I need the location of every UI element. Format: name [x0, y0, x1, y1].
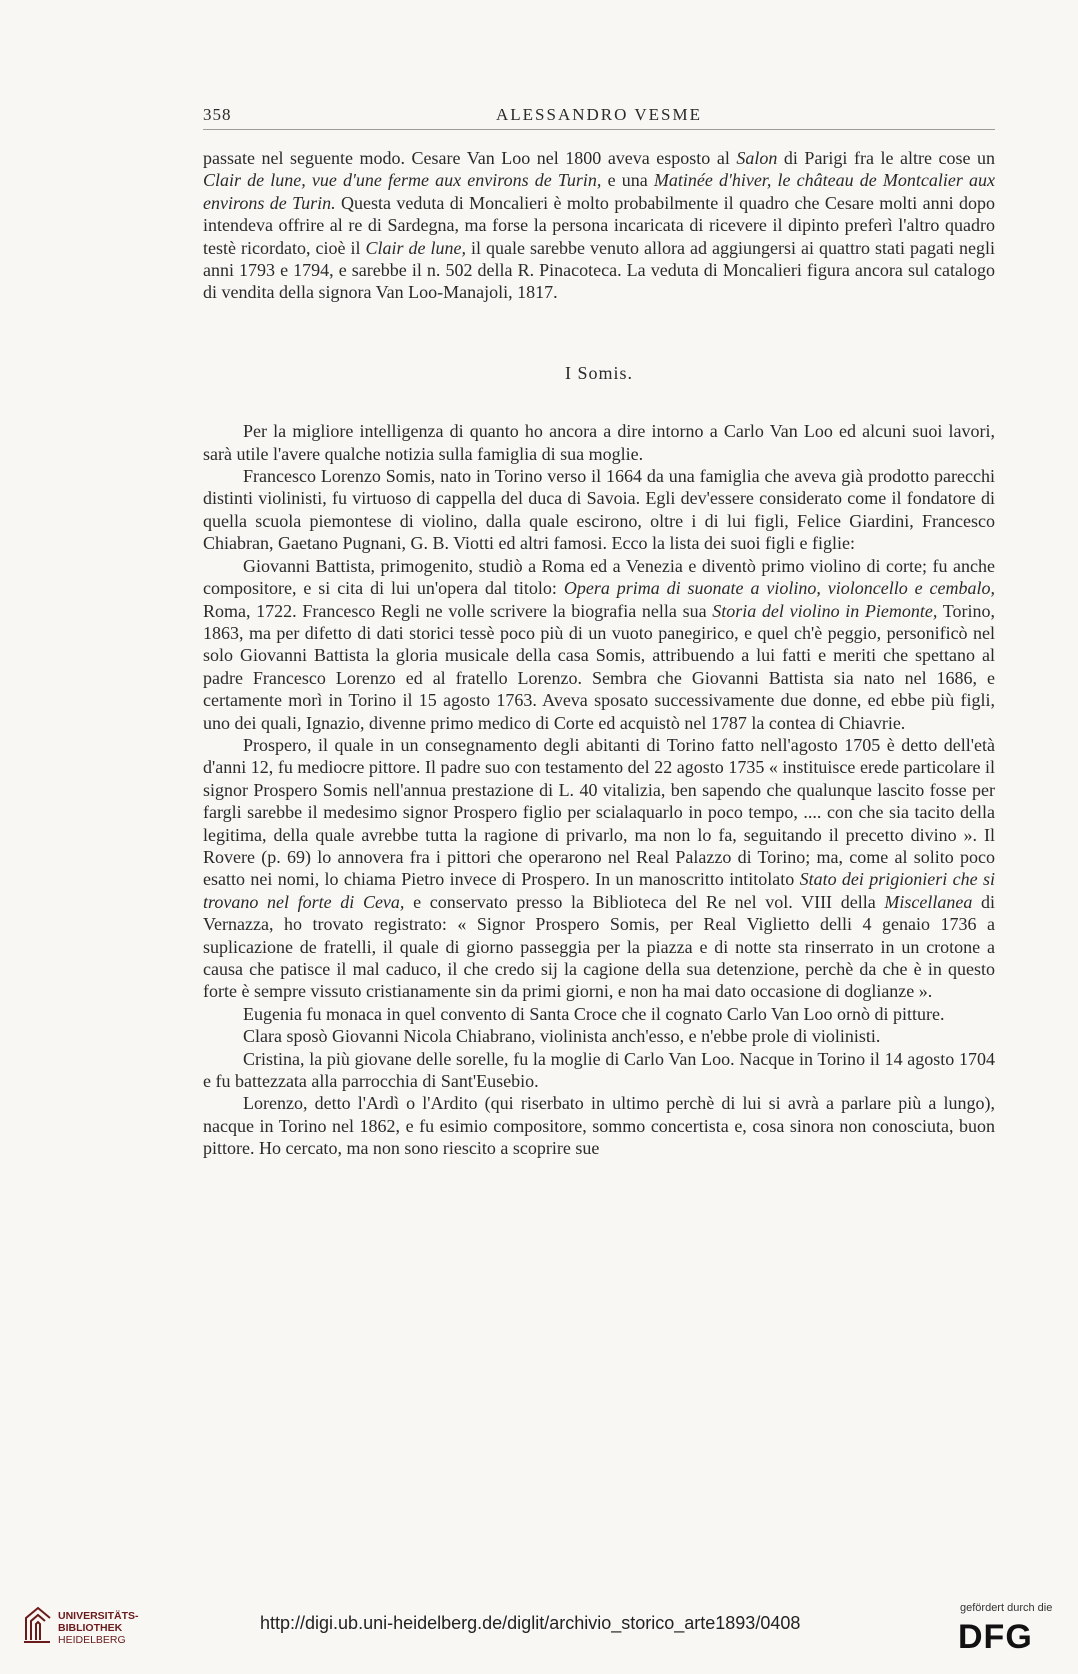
funded-by-label: gefördert durch die [960, 1602, 1053, 1614]
paragraph-6: Eugenia fu monaca in quel convento di Santa Croce che il cognato Carlo Van Loo ornò di pitture. [243, 1003, 945, 1024]
paragraph-1: passate nel seguente modo. Cesare Van Loo nel 1800 aveva esposto al Salon di Parigi fra le altre cose un Clair de lune, vue d'une ferme aux environs de Turin, e una Matinée d'hiver, le château de Montcalier aux environs de Turin. Questa veduta di Moncalieri è molto probabilmente il quadro che Cesare molti anni dopo intendeva offrire al re di Sardegna, ma forse la persona incaricata di ricevere il dipinto preferì l'altro quadro testè ricordato, cioè il Clair de lune, il quale sarebbe venuto allora ad aggiungersi ai quattro stati pagati negli anni 1793 e 1794, e sarebbe il n. 502 della R. Pinacoteca. La veduta di Moncalieri figura ancora sul catalogo di vendita della signora Van Loo-Manajoli, 1817. [203, 148, 996, 303]
library-name: UNIVERSITÄTS- BIBLIOTHEK HEIDELBERG [58, 1610, 139, 1646]
paragraph-2: Per la migliore intelligenza di quanto ho ancora a dire intorno a Carlo Van Loo ed alcuni suoi lavori, sarà utile l'avere qualche notizia sulla famiglia di sua moglie. [203, 421, 995, 464]
page-number: 358 [203, 105, 232, 124]
running-head: ALESSANDRO VESME [496, 105, 702, 124]
library-logo-icon [22, 1604, 52, 1644]
paragraph-8: Cristina, la più giovane delle sorelle, fu la moglie di Carlo Van Loo. Nacque in Torino il 14 agosto 1704 e fu battezzata alla parrocchia di Sant'Eusebio. [203, 1048, 995, 1092]
section-title: I Somis. [564, 362, 633, 383]
page-header [203, 105, 995, 130]
paragraph-3: Francesco Lorenzo Somis, nato in Torino verso il 1664 da una famiglia che aveva già prodotto parecchi distinti violinisti, fu virtuoso di cappella del duca di Savoia. Egli dev'essere considerato come il fondatore di quella scuola piemontese di violino, dalla quale escirono, oltre i di lui figli, Felice Giardini, Francesco Chiabran, Gaetano Pugnani, G. B. Viotti ed altri famosi. Ecco la lista dei suoi figli e figlie: [203, 466, 995, 554]
body-text [203, 147, 995, 1160]
paragraph-7: Clara sposò Giovanni Nicola Chiabrano, violinista anch'esso, e n'ebbe prole di violinisti. [243, 1026, 881, 1047]
footer [0, 1590, 1078, 1674]
paragraph-5: Prospero, il quale in un consegnamento degli abitanti di Torino fatto nell'agosto 1705 è detto dell'età d'anni 12, fu mediocre pittore. Il padre suo con testamento del 22 agosto 1735 « instituisce erede particolare il signor Prospero Somis nell'annua prestazione di L. 40 vitalizia, ben sapendo che qualunque lascito fosse per fargli sarebbe il medesimo signor Prospero figlio per scialaquarlo in poco tempo, .... con che sia tacito della legitima, della quale avrebbe tutta la ragione di privarlo, ma non lo fa, seguitando il precetto divino ». Il Rovere (p. 69) lo annovera fra i pittori che operarono nel Real Palazzo di Torino; ma, come al solito poco esatto nei nomi, lo chiama Pietro invece di Prospero. In un manoscritto intitolato Stato dei prigionieri che si trovano nel forte di Ceva, e conservato presso la Biblioteca del Re nel vol. VIII della Miscellanea di Vernazza, ho trovato registrato: « Signor Prospero Somis, per Real Viglietto delli 4 genaio 1736 a suplicazione de fratelli, il quale di giorno passeggia per la piazza e di notte sta rinserrato in un crotone a causa che patisce il mal caduco, il che credo sij la cagione della sua detenzione, perchè da che è in questo forte è sempre vissuto cristianamente sin da primi giorni, e non ha mai dato occasione di doglianze ». [203, 734, 995, 1002]
paragraph-9: Lorenzo, detto l'Ardì o l'Ardito (qui riserbato in ultimo perchè di lui si avrà a parlare più a lungo), nacque in Torino nel 1862, e fu esimio compositore, sommo concertista e, cosa sinora non conosciuta, buon pittore. Ho cercato, ma non sono riescito a scoprire sue [203, 1093, 995, 1159]
paragraph-4: Giovanni Battista, primogenito, studiò a Roma ed a Venezia e diventò primo violino di corte; fu anche compositore, e si cita di lui un'opera dal titolo: Opera prima di suonate a violino, violoncello e cembalo, Roma, 1722. Francesco Regli ne volle scrivere la biografia nella sua Storia del violino in Piemonte, Torino, 1863, ma per difetto di dati storici tessè poco più di un vuoto panegirico, e quel ch'è peggio, personificò nel solo Giovanni Battista la gloria musicale della casa Somis, attribuendo a lui fatti e meriti che spettano al padre Francesco Lorenzo ed al fratello Lorenzo. Sembra che Giovanni Battista sia nato nel 1686, e certamente morì in Torino il 15 agosto 1763. Aveva sposato successivamente due donne, ed ebbe più figli, uno dei quali, Ignazio, divenne primo medico di Corte ed acquistò nel 1787 la contea di Chiavrie. [203, 555, 995, 733]
dfg-logo: DFG [958, 1618, 1033, 1656]
source-url-link[interactable]: http://digi.ub.uni-heidelberg.de/diglit/archivio_storico_arte1893/0408 [260, 1613, 801, 1633]
